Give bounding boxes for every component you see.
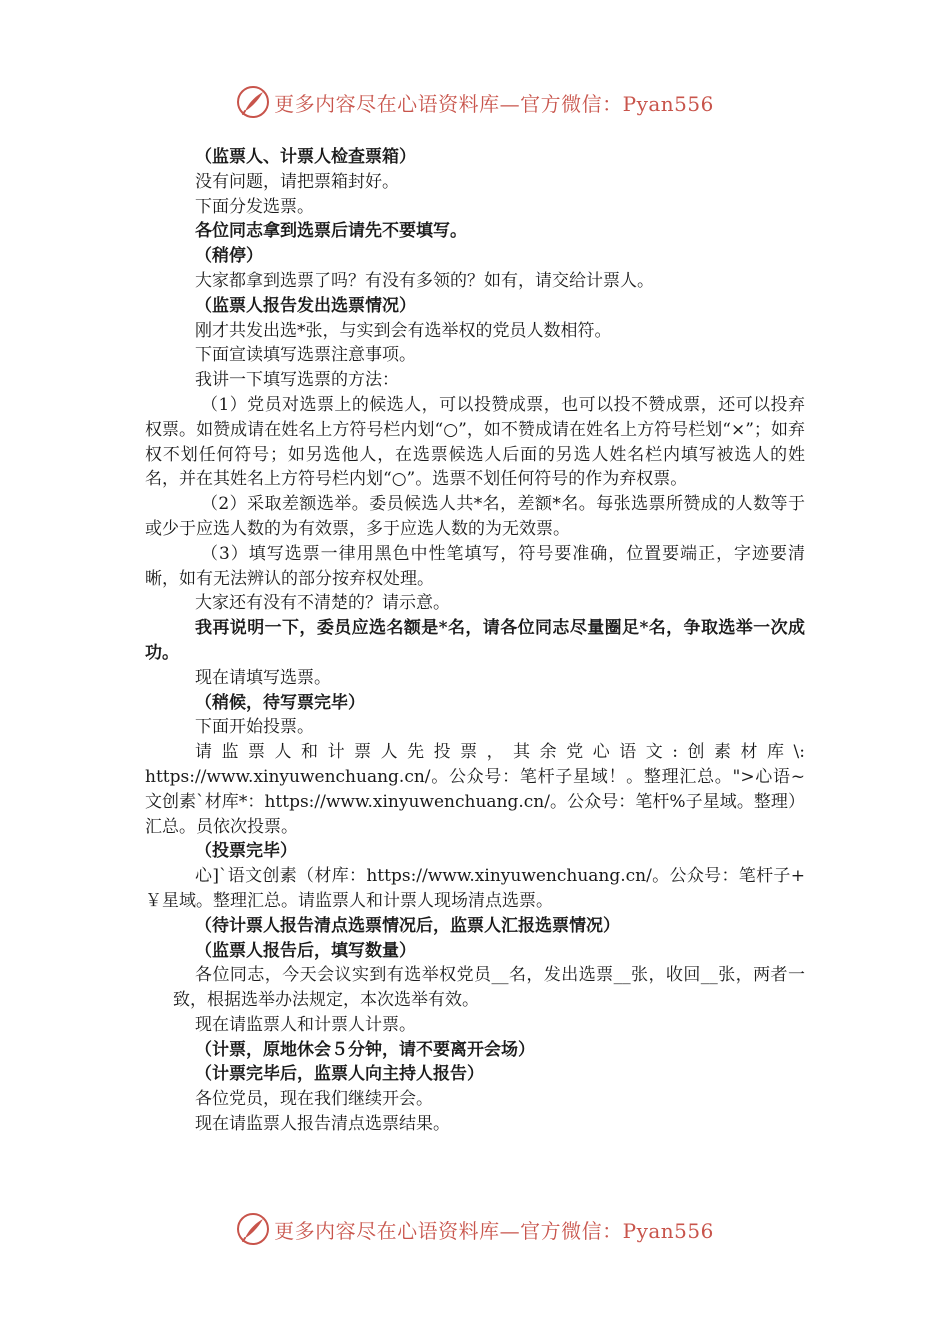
report-paragraph: 各位同志，今天会议实到有选举权党员__名，发出选票__张，收回__张，两者一致，根据选举办法规定，本次选举有效。 xyxy=(173,965,805,1011)
body-line: 各位党员，现在我们继续开会。 xyxy=(195,1089,433,1110)
quill-pen-logo-icon xyxy=(236,85,270,119)
body-line: 大家都拿到选票了吗？有没有多领的？如有，请交给计票人。 xyxy=(195,270,654,291)
stage-direction: （投票完毕） xyxy=(195,841,297,862)
body-line: 现在请填写选票。 xyxy=(195,667,331,688)
banner-tail-text: 官方微信：Pyan556 xyxy=(520,91,714,116)
footer-banner-inner xyxy=(236,1212,714,1246)
body-line: 下面分发选票。 xyxy=(195,196,314,217)
vote-paragraph: 请监票人和计票人先投票，其余党心语文:创素材库\: https://www.xinyuwenchuang.cn/。公众号：笔杆子星域！。整理汇总。">心语~文创素`材库*：https://www.xinyuwenchuang.cn/。公众号：笔杆%子星域。整理）汇总。员依次投票。 xyxy=(145,742,805,837)
stage-direction: （稍候，待写票完毕） xyxy=(195,692,365,713)
body-line: 刚才共发出选*张，与实到会有选举权的党员人数相符。 xyxy=(195,320,612,341)
header-banner xyxy=(0,85,950,119)
body-line: 大家还有没有不清楚的？请示意。 xyxy=(195,593,450,614)
document-body xyxy=(145,145,805,1137)
header-banner-inner xyxy=(236,85,714,119)
footer-banner xyxy=(0,1212,950,1246)
stage-direction: （计票完毕后，监票人向主持人报告） xyxy=(195,1064,484,1085)
footer-banner-text xyxy=(274,1215,714,1244)
banner-main-text: 更多内容尽在心语资料库 xyxy=(274,91,500,116)
banner-separator: — xyxy=(499,1218,521,1243)
quill-pen-logo-icon xyxy=(236,1212,270,1246)
body-line-bold: 各位同志拿到选票后请先不要填写。 xyxy=(195,221,467,242)
instruction-paragraph-1: （1）党员对选票上的候选人，可以投赞成票，也可以投不赞成票，还可以投弃权票。如赞成请在姓名上方符号栏内划“○”，如不赞成请在姓名上方符号栏划“×”；如弃权不划任何符号；如另选他人，在选票候选人后面的另选人姓名栏内填写被选人的姓名，并在其姓名上方符号栏内划“○”。选票不划任何符号的作为弃权票。 xyxy=(145,394,805,490)
instruction-paragraph-3: （3）填写选票一律用黑色中性笔填写，符号要准确，位置要端正，字迹要清晰，如有无法辨认的部分按弃权处理。 xyxy=(145,543,805,589)
instruction-paragraph-2: （2）采取差额选举。委员候选人共*名，差额*名。每张选票所赞成的人数等于或少于应选人数的为有效票，多于应选人数的为无效票。 xyxy=(145,494,805,539)
stage-direction: （计票，原地休会５分钟，请不要离开会场） xyxy=(195,1039,535,1060)
body-line: 下面宣读填写选票注意事项。 xyxy=(195,345,416,366)
body-line: 没有问题，请把票箱封好。 xyxy=(195,171,399,192)
banner-tail-text: 官方微信：Pyan556 xyxy=(520,1218,714,1243)
body-line: 现在请监票人报告清点选票结果。 xyxy=(195,1114,450,1135)
stage-direction: （待计票人报告清点选票情况后，监票人汇报选票情况） xyxy=(195,915,620,936)
body-line: 我讲一下填写选票的方法： xyxy=(195,370,399,391)
body-line: 现在请监票人和计票人计票。 xyxy=(195,1014,416,1035)
count-paragraph: 心]`语文创素（材库：https://www.xinyuwenchuang.cn/。公众号：笔杆子+￥星域。整理汇总。请监票人和计票人现场清点选票。 xyxy=(145,866,805,911)
stage-direction: （监票人报告发出选票情况） xyxy=(195,295,416,316)
body-line: 下面开始投票。 xyxy=(195,717,314,738)
stage-direction: （监票人、计票人检查票箱） xyxy=(195,147,416,167)
banner-main-text: 更多内容尽在心语资料库 xyxy=(274,1218,500,1243)
banner-separator: — xyxy=(499,91,521,116)
stage-direction: （监票人报告后，填写数量） xyxy=(195,940,416,961)
stage-direction: （稍停） xyxy=(195,246,263,267)
header-banner-text xyxy=(274,88,714,117)
body-paragraph-bold: 我再说明一下，委员应选名额是*名，请各位同志尽量圈足*名，争取选举一次成功。 xyxy=(145,618,805,663)
